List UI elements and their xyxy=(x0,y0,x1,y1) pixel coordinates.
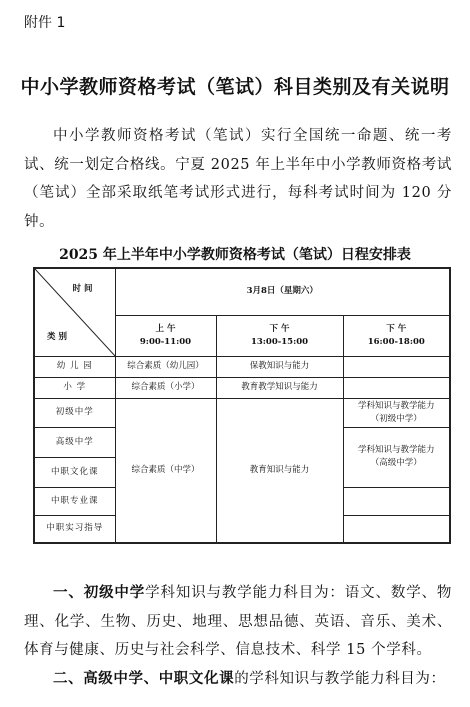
subject-cell: 教育教学知识与能力 xyxy=(216,377,343,398)
corner-time-label: 时 间 xyxy=(72,284,93,294)
paragraph-junior xyxy=(24,579,452,665)
session-header-3 xyxy=(343,315,450,356)
para-lead: 二、 xyxy=(53,669,84,687)
date-header: 3月8日（星期六） xyxy=(115,268,450,315)
category-cell: 初级中学 xyxy=(34,398,115,427)
subject-cell: 学科知识与教学能力（高级中学） xyxy=(343,427,450,487)
empty-cell xyxy=(343,487,450,515)
empty-cell xyxy=(343,356,450,377)
subject-cell: 保教知识与能力 xyxy=(216,356,343,377)
schedule-table xyxy=(33,267,451,544)
category-cell: 幼 儿 园 xyxy=(34,356,115,377)
table-row xyxy=(34,356,450,377)
page-title: 中小学教师资格考试（笔试）科目类别及有关说明 xyxy=(20,76,450,98)
category-cell: 小 学 xyxy=(34,377,115,398)
category-cell: 中职文化课 xyxy=(34,457,115,487)
intro-paragraph: 中小学教师资格考试（笔试）实行全国统一命题、统一考试、统一划定合格线。宁夏 2025 年上半年中小学教师资格考试（笔试）全部采取纸笔考试形式进行，每科考试时间为 120 分钟。 xyxy=(24,128,452,230)
para-text: 学科知识与教学能力科目为：语文、数学、物理、化学、生物、历史、地理、思想品德、英语、音乐、美术、体育与健康、历史与社会科学、信息技术、科学 15 个学科。 xyxy=(24,585,453,658)
session-time: 13:00-15:00 xyxy=(250,336,309,347)
corner-category-label: 类 别 xyxy=(47,331,67,342)
subject-cell: 综合素质（小学） xyxy=(115,377,216,398)
session-name: 上 午 xyxy=(155,323,176,334)
schedule-title: 2025 年上半年中小学教师资格考试（笔试）日程安排表 xyxy=(59,247,411,263)
empty-cell xyxy=(343,515,450,543)
session-time: 16:00-18:00 xyxy=(367,336,425,347)
subject-cell: 学科知识与教学能力（初级中学） xyxy=(343,398,450,427)
body-text xyxy=(24,579,452,693)
para-bold: 初级中学 xyxy=(83,584,146,601)
merged-subject-cell: 综合素质（中学） xyxy=(115,398,216,543)
session-name: 下 午 xyxy=(269,323,290,334)
table-row xyxy=(34,377,450,398)
session-name: 下 午 xyxy=(386,323,407,334)
para-text: 的学科知识与教学能力科目为： xyxy=(234,670,446,687)
para-lead: 一、 xyxy=(53,584,84,601)
annex-label: 附件 1 xyxy=(24,15,66,31)
category-cell: 中职专业课 xyxy=(34,487,115,515)
session-header-1 xyxy=(115,315,216,356)
paragraph-senior xyxy=(24,665,452,694)
merged-subject-cell: 教育知识与能力 xyxy=(216,398,343,543)
table-corner-cell xyxy=(34,268,115,356)
category-cell: 中职实习指导 xyxy=(34,515,115,543)
session-header-2 xyxy=(216,315,343,356)
session-time: 9:00-11:00 xyxy=(139,336,192,347)
category-cell: 高级中学 xyxy=(34,427,115,457)
table-row xyxy=(34,398,450,427)
empty-cell xyxy=(343,377,450,398)
para-bold: 高级中学、中职文化课 xyxy=(83,669,235,687)
subject-cell: 综合素质（幼儿园） xyxy=(115,356,216,377)
